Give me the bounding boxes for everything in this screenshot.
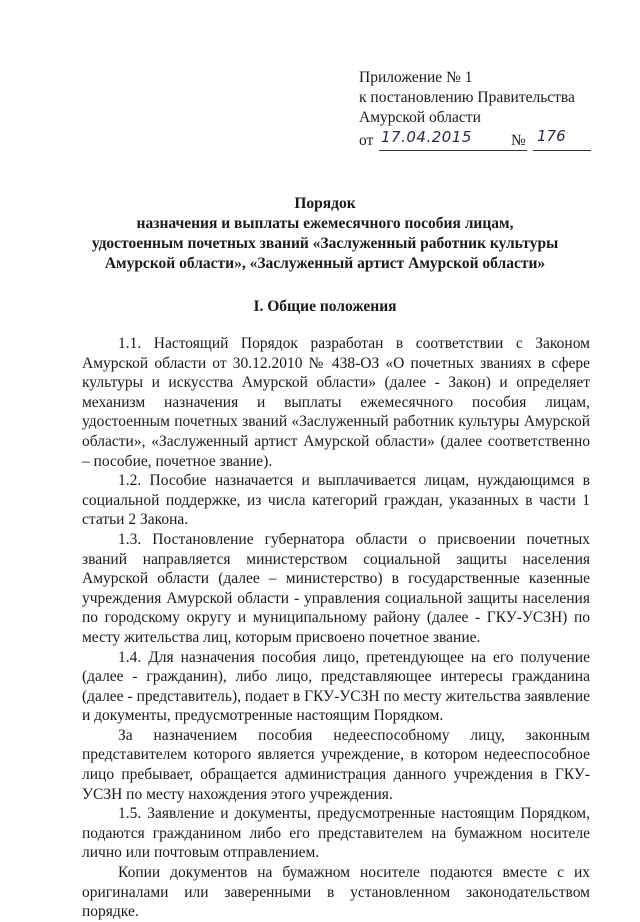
paragraph-1-4-incapacitated: За назначением пособия недееспособному лицу, законным представителем которого является учреждение, в котором недееспособное лицо пребывает, обращается администрация данного учреждения в ГКУ-УСЗН по месту нахождения этого учреждения.: [82, 726, 590, 803]
date-from-label: от: [359, 132, 374, 149]
appendix-resolution-ref: к постановлению Правительства: [359, 89, 575, 106]
handwritten-number: 176: [537, 127, 566, 145]
number-field: [533, 127, 591, 151]
title-line-4: Амурской области», «Заслуженный артист Амурской области»: [104, 255, 546, 272]
date-field: [379, 130, 527, 151]
number-sign-label: №: [511, 132, 526, 149]
document-title: [60, 194, 590, 274]
title-line-2: назначения и выплаты ежемесячного пособия лицам,: [136, 215, 514, 232]
paragraph-1-5: 1.5. Заявление и документы, предусмотренные настоящим Порядком, подаются гражданином либо его представителем на бумажном носителе лично или почтовым отправлением.: [82, 805, 590, 862]
title-line-3: удостоенным почетных званий «Заслуженный работник культуры: [91, 235, 559, 252]
handwritten-date: 17.04.2015: [381, 128, 472, 146]
paragraph-1-2: 1.2. Пособие назначается и выплачивается лицам, нуждающимся в социальной поддержке, из числа категорий граждан, указанных в части 1 статьи 2 Закона.: [82, 472, 590, 529]
paragraph-1-4: 1.4. Для назначения пособия лицо, претендующее на его получение (далее - гражданин), либо лицо, представляющее интересы гражданина (далее - представитель), подает в ГКУ-УСЗН по месту жительства заявление и документы, предусмотренные настоящим Порядком.: [82, 648, 590, 725]
title-line-1: Порядок: [294, 195, 356, 212]
appendix-header: [359, 68, 619, 128]
document-body: [82, 334, 590, 922]
appendix-title: Приложение № 1: [359, 69, 473, 86]
section-heading: I. Общие положения: [253, 298, 397, 315]
paragraph-1-3: 1.3. Постановление губернатора области о присвоении почетных званий направляется министерством социальной защиты населения Амурской области (далее – министерство) в государственные казенные учреждения Амурской области - управления социальной защиты населения по городскому округу и муниципальному району (далее - ГКУ-УСЗН) по месту жительства лиц, которым присвоено почетное звание.: [82, 530, 590, 646]
appendix-region: Амурской области: [359, 109, 481, 126]
appendix-date-number-row: [359, 127, 609, 154]
paragraph-1-1: 1.1. Настоящий Порядок разработан в соответствии с Законом Амурской области от 30.12.2010 № 438-ОЗ «О почетных званиях в сфере культуры и искусства Амурской области» (далее - Закон) и определяет механизм назначения и выплаты ежемесячного пособия лицам, удостоенным почетных званий «Заслуженный работник культуры Амурской области», «Заслуженный артист Амурской области» (далее соответственно – пособие, почетное звание).: [82, 335, 590, 470]
paragraph-1-5-copies: Копии документов на бумажном носителе подаются вместе с их оригиналами или заверенными в установленном законодательством порядке.: [82, 864, 590, 921]
